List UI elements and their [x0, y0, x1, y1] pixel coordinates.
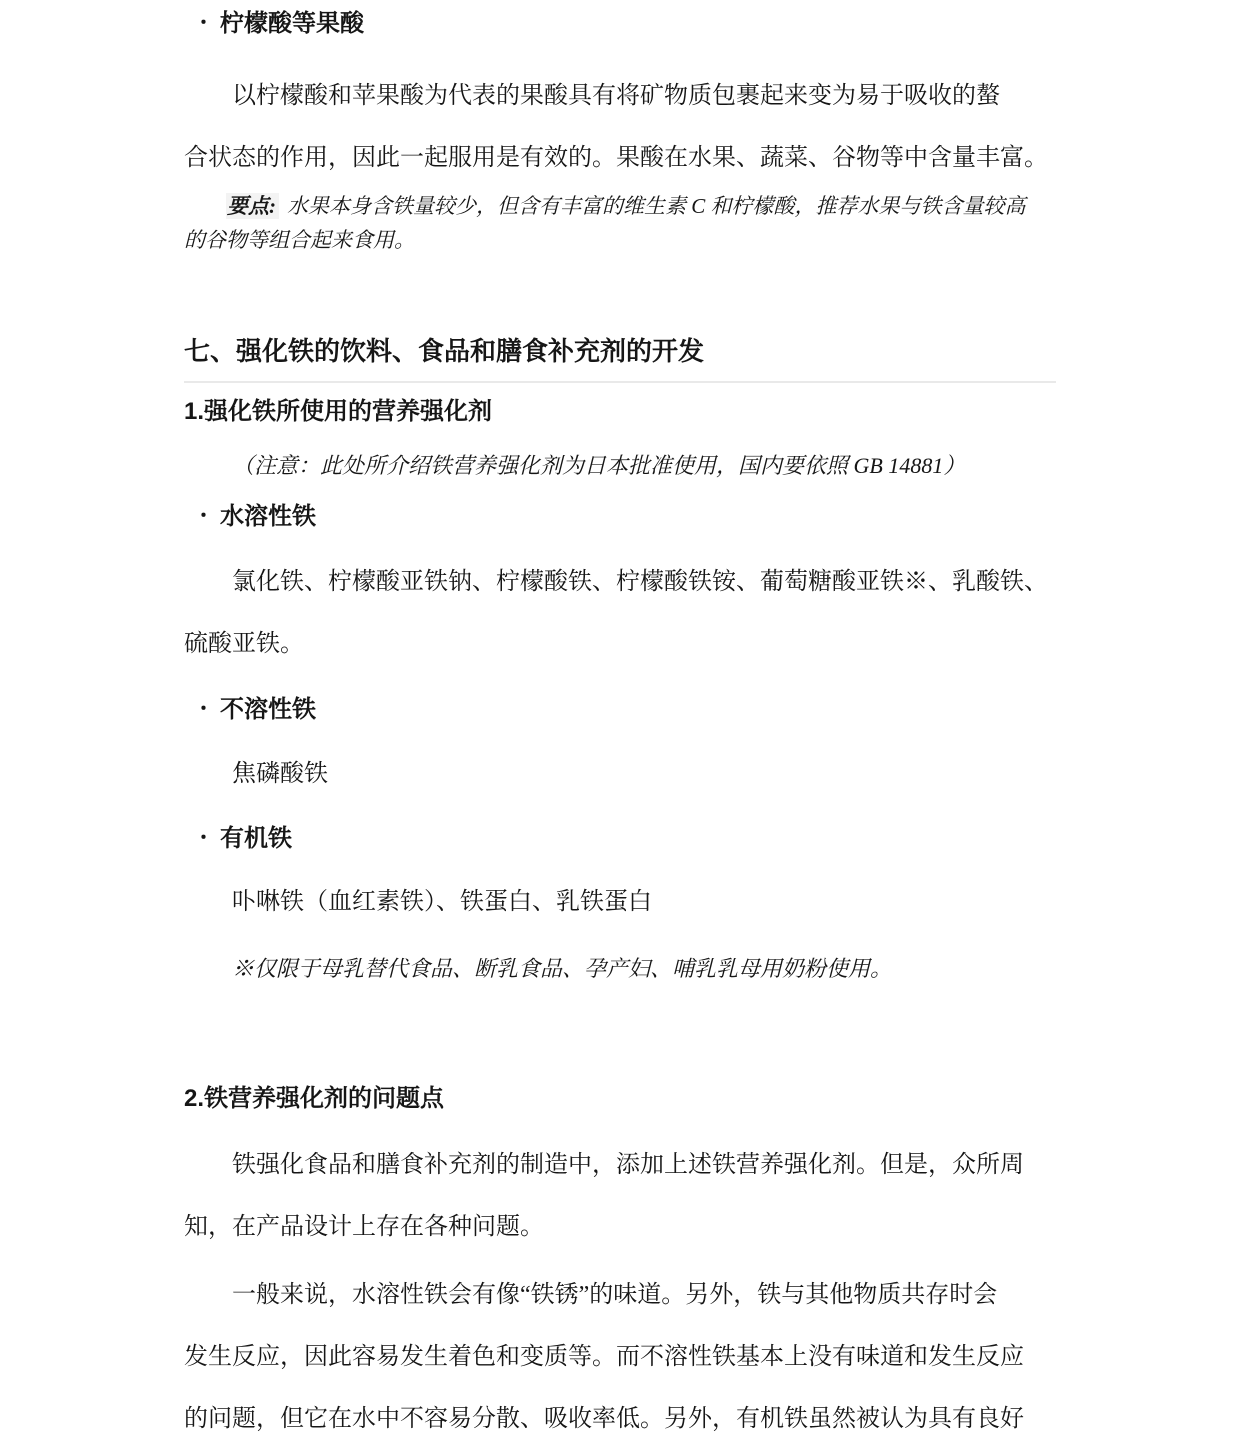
keypoint-text: 水果本身含铁量较少，但含有丰富的维生素 C 和柠檬酸，推荐水果与铁含量较高 — [287, 194, 1026, 218]
water-soluble-paragraph — [184, 551, 1056, 675]
section-divider — [184, 381, 1056, 383]
document-page — [0, 6, 1240, 1450]
bullet-icon: ・ — [194, 699, 214, 720]
heading-fruit-acids-label: 柠檬酸等果酸 — [220, 10, 365, 37]
bullet-icon: ・ — [194, 506, 214, 527]
paragraph-line: 合状态的作用，因此一起服用是有效的。果酸在水果、蔬菜、谷物等中含量丰富。 — [184, 145, 1048, 171]
insoluble-paragraph — [184, 743, 1056, 805]
bullet-icon: ・ — [194, 828, 214, 849]
keypoint-line — [184, 189, 1056, 223]
problems-paragraph-2 — [184, 1264, 1056, 1450]
paragraph-line: 氯化铁、柠檬酸亚铁钠、柠檬酸铁、柠檬酸铁铵、葡萄糖酸亚铁※、乳酸铁、 — [232, 569, 1048, 595]
keypoint-block — [184, 189, 1056, 257]
section2-heading: 2.铁营养强化剂的问题点 — [184, 1085, 445, 1112]
heading-organic-label: 有机铁 — [220, 825, 293, 852]
fruit-acids-paragraph — [184, 65, 1056, 189]
paragraph-line: 发生反应，因此容易发生着色和变质等。而不溶性铁基本上没有味道和发生反应 — [184, 1344, 1024, 1370]
keypoint-line: 的谷物等组合起来食用。 — [184, 228, 415, 252]
section1-heading: 1.强化铁所使用的营养强化剂 — [184, 398, 493, 425]
heading-insoluble-label: 不溶性铁 — [220, 696, 317, 723]
paragraph-line: 焦磷酸铁 — [232, 761, 328, 787]
heading-insoluble-iron — [184, 692, 1056, 728]
heading-water-soluble-label: 水溶性铁 — [220, 503, 317, 530]
heading-organic-iron — [184, 821, 1056, 857]
asterisk-footnote: ※仅限于母乳替代食品、断乳食品、孕产妇、哺乳乳母用奶粉使用。 — [232, 956, 893, 981]
bullet-icon: ・ — [194, 13, 214, 34]
paragraph-line: 一般来说，水溶性铁会有像“铁锈”的味道。另外，铁与其他物质共存时会 — [232, 1282, 998, 1308]
organic-paragraph — [184, 871, 1056, 933]
heading-water-soluble-iron — [184, 499, 1056, 535]
paragraph-line: 的问题，但它在水中不容易分散、吸收率低。另外，有机铁虽然被认为具有良好 — [184, 1406, 1024, 1432]
chapter-heading: 七、强化铁的饮料、食品和膳食补充剂的开发 — [184, 336, 705, 366]
paragraph-line: 卟啉铁（血红素铁）、铁蛋白、乳铁蛋白 — [232, 889, 652, 915]
paragraph-line: 硫酸亚铁。 — [184, 631, 304, 657]
problems-paragraph-1 — [184, 1134, 1056, 1258]
paragraph-line: 以柠檬酸和苹果酸为代表的果酸具有将矿物质包裹起来变为易于吸收的螯 — [232, 83, 1000, 109]
keypoint-label: 要点: — [226, 193, 279, 219]
paragraph-line: 知，在产品设计上存在各种问题。 — [184, 1214, 544, 1240]
heading-fruit-acids — [184, 6, 1056, 42]
section1-note: （注意：此处所介绍铁营养强化剂为日本批准使用，国内要依照 GB 14881） — [232, 453, 966, 478]
paragraph-line: 铁强化食品和膳食补充剂的制造中，添加上述铁营养强化剂。但是，众所周 — [232, 1152, 1024, 1178]
